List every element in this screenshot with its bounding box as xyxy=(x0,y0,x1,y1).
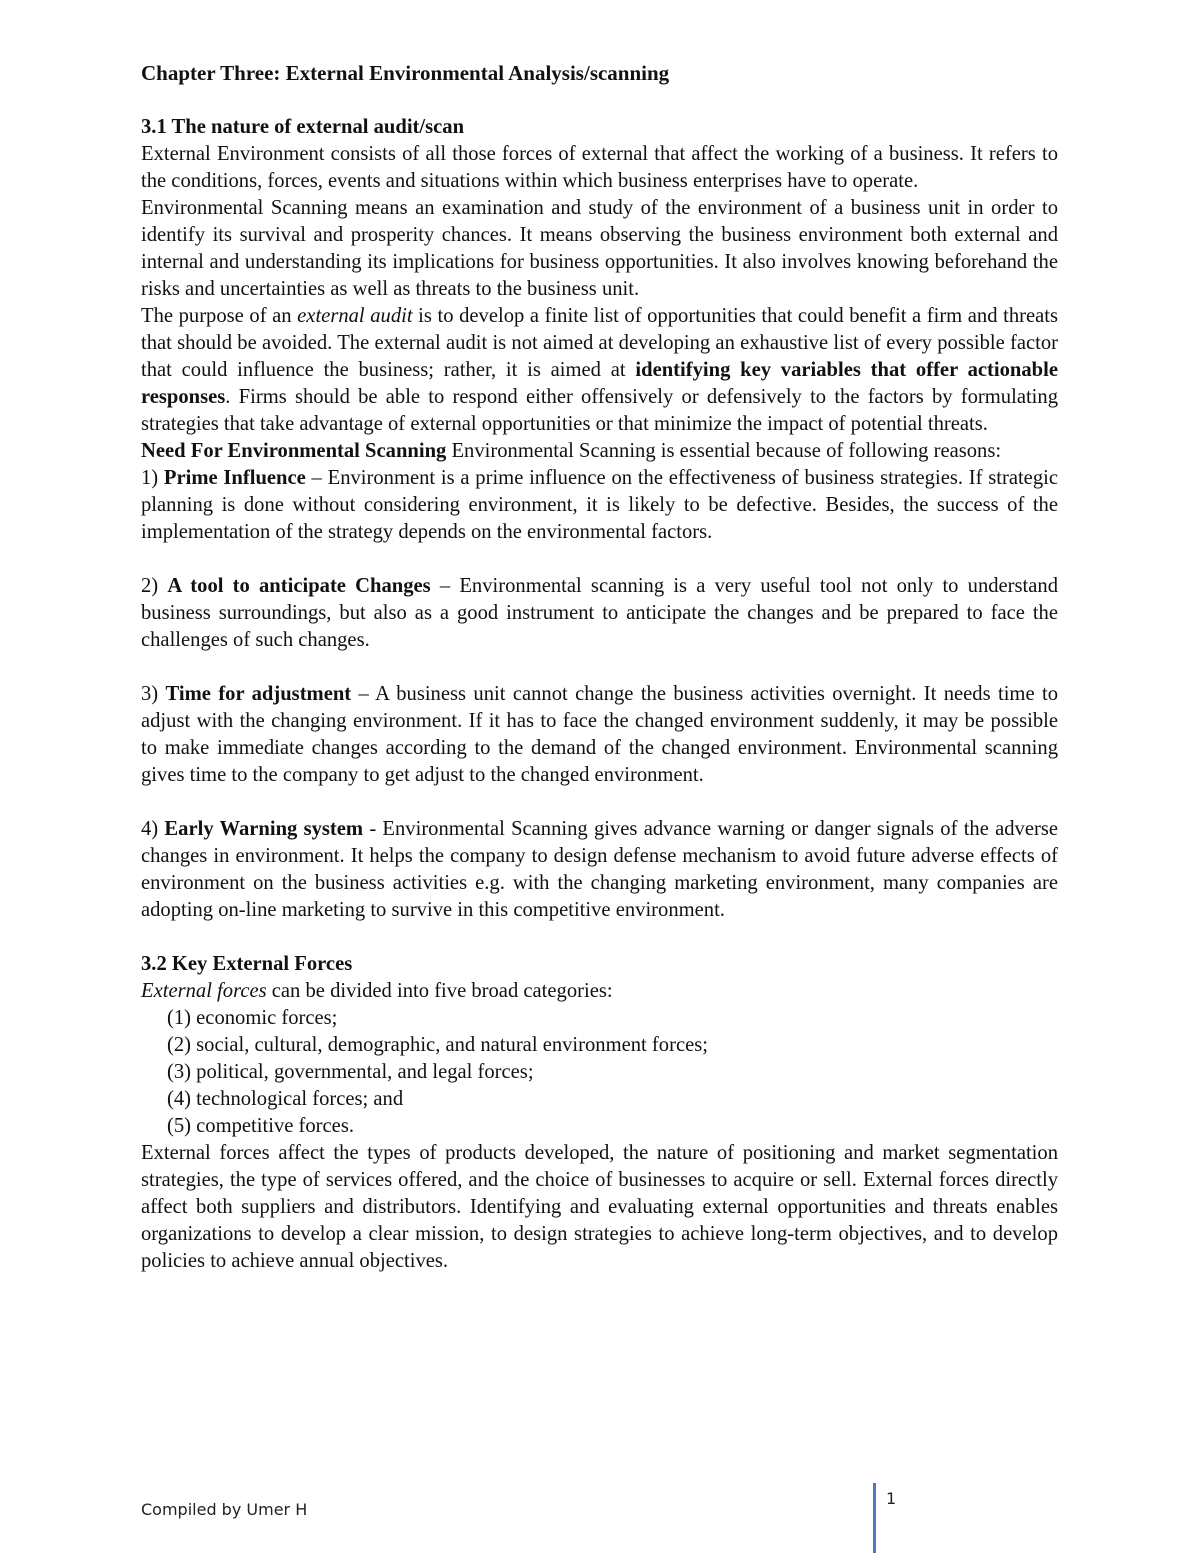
spacer xyxy=(141,546,1058,573)
text-run: Environmental Scanning is essential because of following reasons: xyxy=(446,440,1002,462)
reason-title: Time for adjustment xyxy=(165,683,352,705)
spacer xyxy=(141,789,1058,816)
italic-term-external-audit: external audit xyxy=(297,305,413,327)
spacer xyxy=(141,924,1058,951)
forces-category-list xyxy=(141,1005,1058,1140)
footer-compiled-by: Compiled by Umer H xyxy=(141,1500,308,1519)
section-3-1-heading: 3.1 The nature of external audit/scan xyxy=(141,116,465,138)
list-item: (5) competitive forces. xyxy=(167,1115,354,1137)
bold-term-key-variables: identifying key variables that offer actionable responses xyxy=(141,359,1058,408)
text-run: . Firms should be able to respond either offensively or defensively to the factors by formulating strategies that take advantage of external opportunities or that minimize the impact of potential threats. xyxy=(141,386,1058,435)
list-item: (3) political, governmental, and legal forces; xyxy=(167,1061,534,1083)
list-item: (4) technological forces; and xyxy=(167,1088,404,1110)
reason-title: Early Warning system xyxy=(164,818,364,840)
paragraph-external-environment: External Environment consists of all those forces of external that affect the working of a business. It refers to the conditions, forces, events and situations within which business enterprises have to operate. xyxy=(141,143,1058,192)
reason-text: - Environmental Scanning gives advance warning or danger signals of the adverse changes in environment. It helps the company to design defense mechanism to avoid future adverse effects of environment on the business activities e.g. with the changing marketing environment, many companies are adopting on-line marketing to survive in this competitive environment. xyxy=(141,818,1059,921)
reason-item xyxy=(141,573,1058,654)
paragraph-forces-intro xyxy=(141,978,1058,1005)
bold-term-need: Need For Environmental Scanning xyxy=(141,440,447,462)
paragraph-external-audit-purpose xyxy=(141,303,1058,438)
reason-number: 1) xyxy=(141,467,164,489)
list-item: (2) social, cultural, demographic, and natural environment forces; xyxy=(167,1034,708,1056)
page-number: 1 xyxy=(886,1489,897,1508)
text-run: is to develop a finite list of opportunities that could benefit a firm and threats that should be avoided. The external audit is not aimed at developing an exhaustive list of every possible factor that could influence the business; rather, it is aimed at xyxy=(141,305,1058,381)
text-run: can be divided into five broad categories: xyxy=(266,980,613,1002)
reason-title: Prime Influence xyxy=(163,467,306,489)
reason-number: 3) xyxy=(141,683,166,705)
chapter-title: Chapter Three: External Environmental Analysis/scanning xyxy=(141,61,670,85)
reason-item xyxy=(141,816,1058,924)
reason-item xyxy=(141,681,1058,789)
reason-number: 2) xyxy=(141,575,168,597)
reason-number: 4) xyxy=(141,818,165,840)
text-run: The purpose of an xyxy=(141,305,298,327)
reason-text: – A business unit cannot change the business activities overnight. It needs time to adjust with the changing environment. If it has to face the changed environment suddenly, it may be possible to make immediate changes according to the demand of the changed environment. Environmental scanning gives time to the company to get adjust to the changed environment. xyxy=(141,683,1058,786)
reason-item xyxy=(141,465,1058,546)
section-3-2-heading: 3.2 Key External Forces xyxy=(141,953,353,975)
reason-text: – Environment is a prime influence on the effectiveness of business strategies. If strategic planning is done without considering environment, it is likely to be defective. Besides, the success of the implementation of the strategy depends on the environmental factors. xyxy=(141,467,1058,543)
reason-title: A tool to anticipate Changes xyxy=(167,575,431,597)
paragraph-need-for-scanning xyxy=(141,438,1058,465)
spacer xyxy=(141,654,1058,681)
reason-text: – Environmental scanning is a very useful tool not only to understand business surroundings, but also as a good instrument to anticipate the changes and be prepared to face the challenges of such changes. xyxy=(141,575,1059,651)
paragraph-forces-closing: External forces affect the types of products developed, the nature of positioning and market segmentation strategies, the type of services offered, and the choice of businesses to acquire or sell. External forces directly affect both suppliers and distributors. Identifying and evaluating external opportunities and threats enables organizations to develop a clear mission, to design strategies to achieve long-term objectives, and to develop policies to achieve annual objectives. xyxy=(141,1142,1058,1272)
list-item: (1) economic forces; xyxy=(167,1007,338,1029)
document-body xyxy=(141,60,1058,1275)
paragraph-environmental-scanning: Environmental Scanning means an examination and study of the environment of a business unit in order to identify its survival and prosperity chances. It means observing the business environment both external and internal and understanding its implications for business opportunities. It also involves knowing beforehand the risks and uncertainties as well as threats to the business unit. xyxy=(141,197,1058,300)
footer-accent-bar xyxy=(873,1483,876,1553)
italic-term-external-forces: External forces xyxy=(141,980,267,1002)
